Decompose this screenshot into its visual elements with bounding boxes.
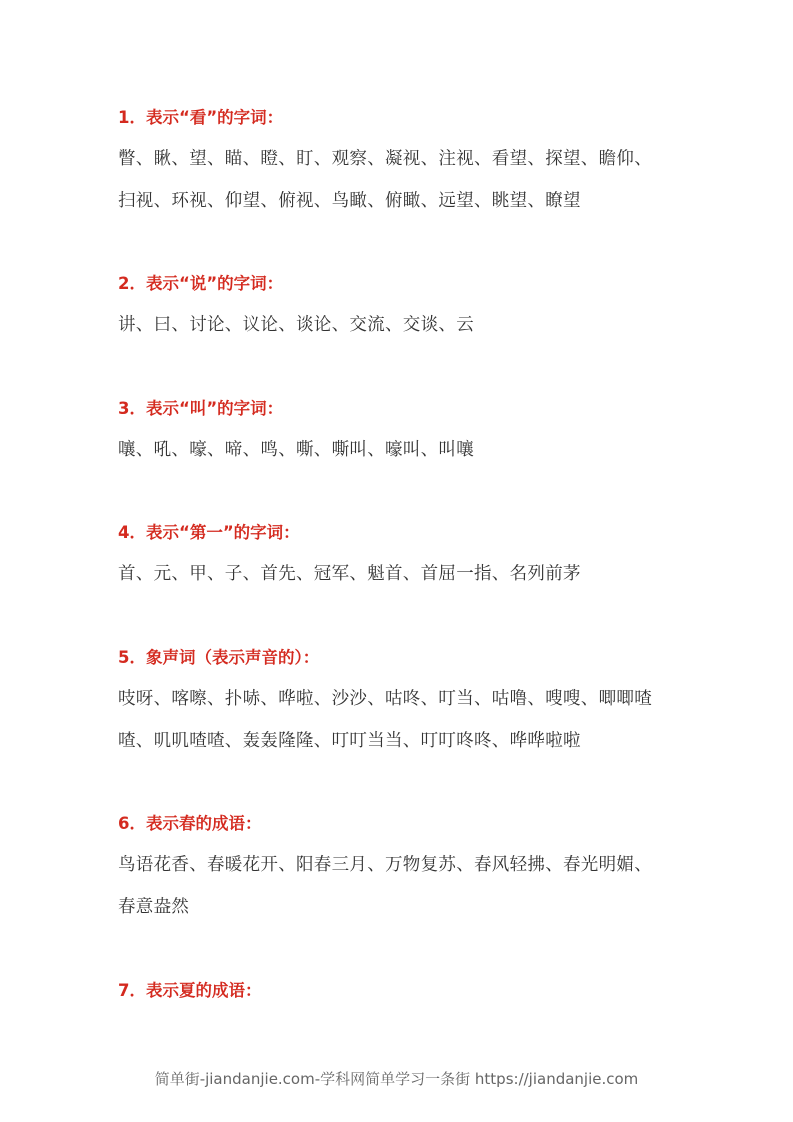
section-3	[118, 397, 698, 471]
section-6	[118, 812, 698, 928]
section-line: 鸟语花香、春暖花开、阳春三月、万物复苏、春风轻拂、春光明媚、	[118, 855, 652, 875]
section-line: 春意盎然	[118, 897, 190, 917]
section-heading: 4．表示“第一”的字词：	[118, 523, 300, 542]
section-line: 扫视、环视、仰望、俯视、鸟瞰、俯瞰、远望、眺望、瞭望	[118, 191, 581, 211]
page-footer: 简单街-jiandanjie.com-学科网简单学习一条街 https://jiandanjie.com	[154, 1070, 639, 1088]
section-heading: 6．表示春的成语：	[118, 814, 262, 833]
section-line: 嚷、吼、嚎、啼、鸣、嘶、嘶叫、嚎叫、叫嚷	[118, 440, 474, 460]
section-heading: 2．表示“说”的字词：	[118, 274, 284, 293]
section-line: 吱呀、喀嚓、扑哧、哗啦、沙沙、咕咚、叮当、咕噜、嗖嗖、唧唧喳	[118, 689, 652, 709]
section-2	[118, 272, 698, 346]
section-heading: 1．表示“看”的字词：	[118, 108, 284, 127]
section-line: 讲、曰、讨论、议论、谈论、交流、交谈、云	[118, 315, 474, 335]
section-line: 喳、叽叽喳喳、轰轰隆隆、叮叮当当、叮叮咚咚、哗哗啦啦	[118, 731, 581, 751]
section-line: 首、元、甲、子、首先、冠军、魁首、首屈一指、名列前茅	[118, 564, 581, 584]
section-heading: 5．象声词（表示声音的）：	[118, 648, 320, 667]
section-7	[118, 979, 698, 1003]
section-heading: 3．表示“叫”的字词：	[118, 399, 284, 418]
section-1	[118, 106, 698, 222]
section-line: 瞥、瞅、望、瞄、瞪、盯、观察、凝视、注视、看望、探望、瞻仰、	[118, 149, 652, 169]
section-5	[118, 646, 698, 762]
section-heading: 7．表示夏的成语：	[118, 981, 262, 1000]
section-4	[118, 521, 698, 595]
